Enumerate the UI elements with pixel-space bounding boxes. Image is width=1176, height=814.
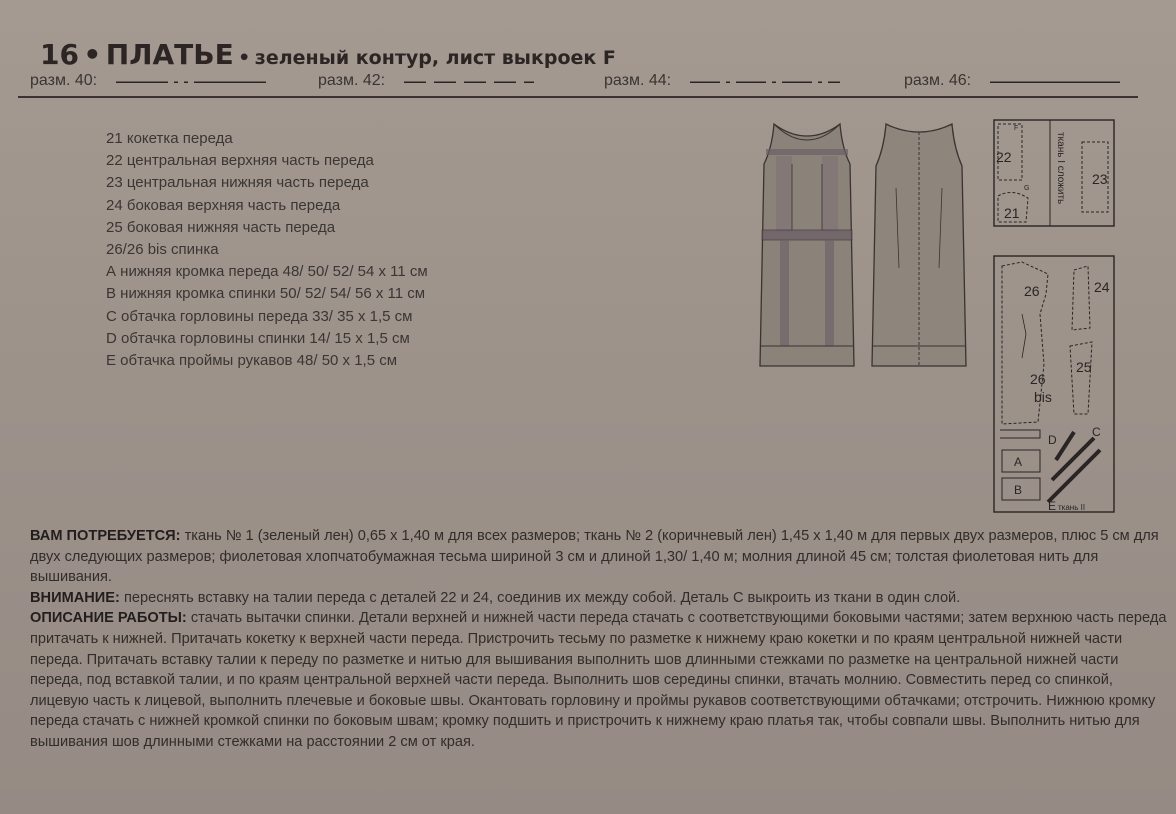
- work-text: стачать вытачки спинки. Детали верхней и нижней части переда стачать с соответствующими боковыми частями; затем верхнюю часть переда притачать к нижней. Притачать кокетку к верхней части переда. Пристрочить тесьму по разметке к нижнему краю кокетки и по краям центральной нижней части переда. Притачать вставку талии к переду по разметке и нитью для вышивания выполнить шов длинными стежками по разметке на центральной нижней части переда, под вставкой талии, и по краям центральной верхней части переда. Выполнить шов середины спинки, втачать молнию. Совместить перед со спинкой, лицевую часть к лицевой, выполнить плечевые и боковые швы. Окантовать горловину и проймы рукавов соответствующими обтачками; отстрочить. Нижнюю кромку переда стачать с нижней кромкой спинки по боковым швам; кромку подшить и пристрочить к нижнему краю платья так, чтобы совпали швы. Выполнить нитью для вышивания шов длинными стежками на расстоянии 2 см от края.: [30, 610, 1167, 750]
- fabric-2-label: ткань II: [1058, 503, 1086, 512]
- size-label: разм. 42:: [318, 72, 386, 89]
- materials-heading: ВАМ ПОТРЕБУЕТСЯ:: [30, 528, 181, 544]
- attention-paragraph: [30, 588, 1170, 609]
- piece-21-label: 21: [1004, 205, 1020, 221]
- dash-dot-line: [116, 80, 266, 83]
- work-heading: ОПИСАНИЕ РАБОТЫ:: [30, 610, 187, 627]
- part-item: 24 боковая верхняя часть переда: [106, 196, 341, 214]
- size-label: разм. 46:: [904, 72, 972, 89]
- piece-e-label: E: [1048, 499, 1057, 513]
- part-item: 21 кокетка переда: [106, 130, 233, 147]
- size-46: [904, 72, 1120, 90]
- part-item: D обтачка горловины спинки 14/ 15 х 1,5 см: [106, 329, 410, 347]
- size-label: разм. 40:: [30, 72, 98, 89]
- mark-g-label: G: [1024, 185, 1030, 192]
- pattern-number: 16: [40, 38, 79, 71]
- fabric-2-layout: [992, 254, 1118, 516]
- header-bullet: •: [83, 38, 102, 71]
- dash-dot-long-line: [690, 80, 840, 83]
- size-42: [318, 72, 534, 90]
- piece-26bis-suffix: bis: [1034, 389, 1052, 405]
- fold-label: ткань I сложить: [1055, 132, 1066, 205]
- part-item: 25 боковая нижняя часть переда: [106, 218, 336, 236]
- work-paragraph: [30, 608, 1170, 752]
- size-40: [30, 72, 266, 90]
- part-item: В нижняя кромка спинки 50/ 52/ 54/ 56 х 11 см: [106, 285, 426, 303]
- fabric-1-layout: [992, 118, 1118, 230]
- attention-text: переснять вставку на талии переда с деталей 22 и 24, соединив их между собой. Деталь С выкроить из ткани в один слой.: [123, 589, 961, 606]
- piece-26bis-number: 26: [1030, 371, 1046, 387]
- materials-text: ткань № 1 (зеленый лен) 0,65 х 1,40 м для всех размеров; ткань № 2 (коричневый лен) 1,45 х 1,40 м для первых двух размеров, плюс 5 см для двух следующих размеров; фиолетовая хлопчатобумажная тесьма шириной 3 см и длиной 1,30/ 1,40 м; молния длиной 45 см; толстая фиолетовая нить для вышивания.: [30, 528, 1159, 586]
- piece-b-label: B: [1014, 483, 1023, 497]
- solid-line: [990, 80, 1120, 83]
- piece-26-label: 26: [1024, 283, 1040, 299]
- pattern-title: ПЛАТЬЕ: [105, 38, 234, 71]
- piece-a-label: A: [1014, 455, 1023, 469]
- piece-c-label: C: [1092, 425, 1101, 439]
- pattern-subtitle: зеленый контур, лист выкроек F: [254, 47, 616, 69]
- instructions-block: [30, 526, 1170, 753]
- piece-23-label: 23: [1092, 171, 1108, 187]
- part-item: 22 центральная верхняя часть переда: [106, 152, 374, 170]
- dress-front-sketch: [752, 118, 862, 370]
- page-header: [40, 38, 616, 71]
- piece-22-label: 22: [996, 149, 1012, 165]
- part-item: А нижняя кромка переда 48/ 50/ 52/ 54 х 11 см: [106, 263, 428, 281]
- part-item: 26/26 bis спинка: [106, 241, 219, 259]
- piece-d-label: D: [1048, 433, 1057, 447]
- part-item: С обтачка горловины переда 33/ 35 х 1,5 см: [106, 307, 413, 325]
- header-bullet: •: [238, 47, 251, 69]
- dress-back-sketch: [866, 118, 972, 370]
- parts-list: [106, 128, 428, 372]
- piece-24-label: 24: [1094, 279, 1110, 295]
- size-legend: [0, 72, 1176, 96]
- piece-25-label: 25: [1076, 359, 1092, 375]
- materials-paragraph: [30, 526, 1170, 588]
- dashed-line: [404, 80, 534, 83]
- header-rule: [18, 96, 1138, 98]
- mark-f-label: F: [1014, 125, 1019, 132]
- size-label: разм. 44:: [604, 72, 672, 89]
- attention-heading: ВНИМАНИЕ:: [30, 589, 120, 606]
- part-item: 23 центральная нижняя часть переда: [106, 174, 369, 192]
- size-44: [604, 72, 840, 90]
- part-item: Е обтачка проймы рукавов 48/ 50 х 1,5 см: [106, 352, 398, 370]
